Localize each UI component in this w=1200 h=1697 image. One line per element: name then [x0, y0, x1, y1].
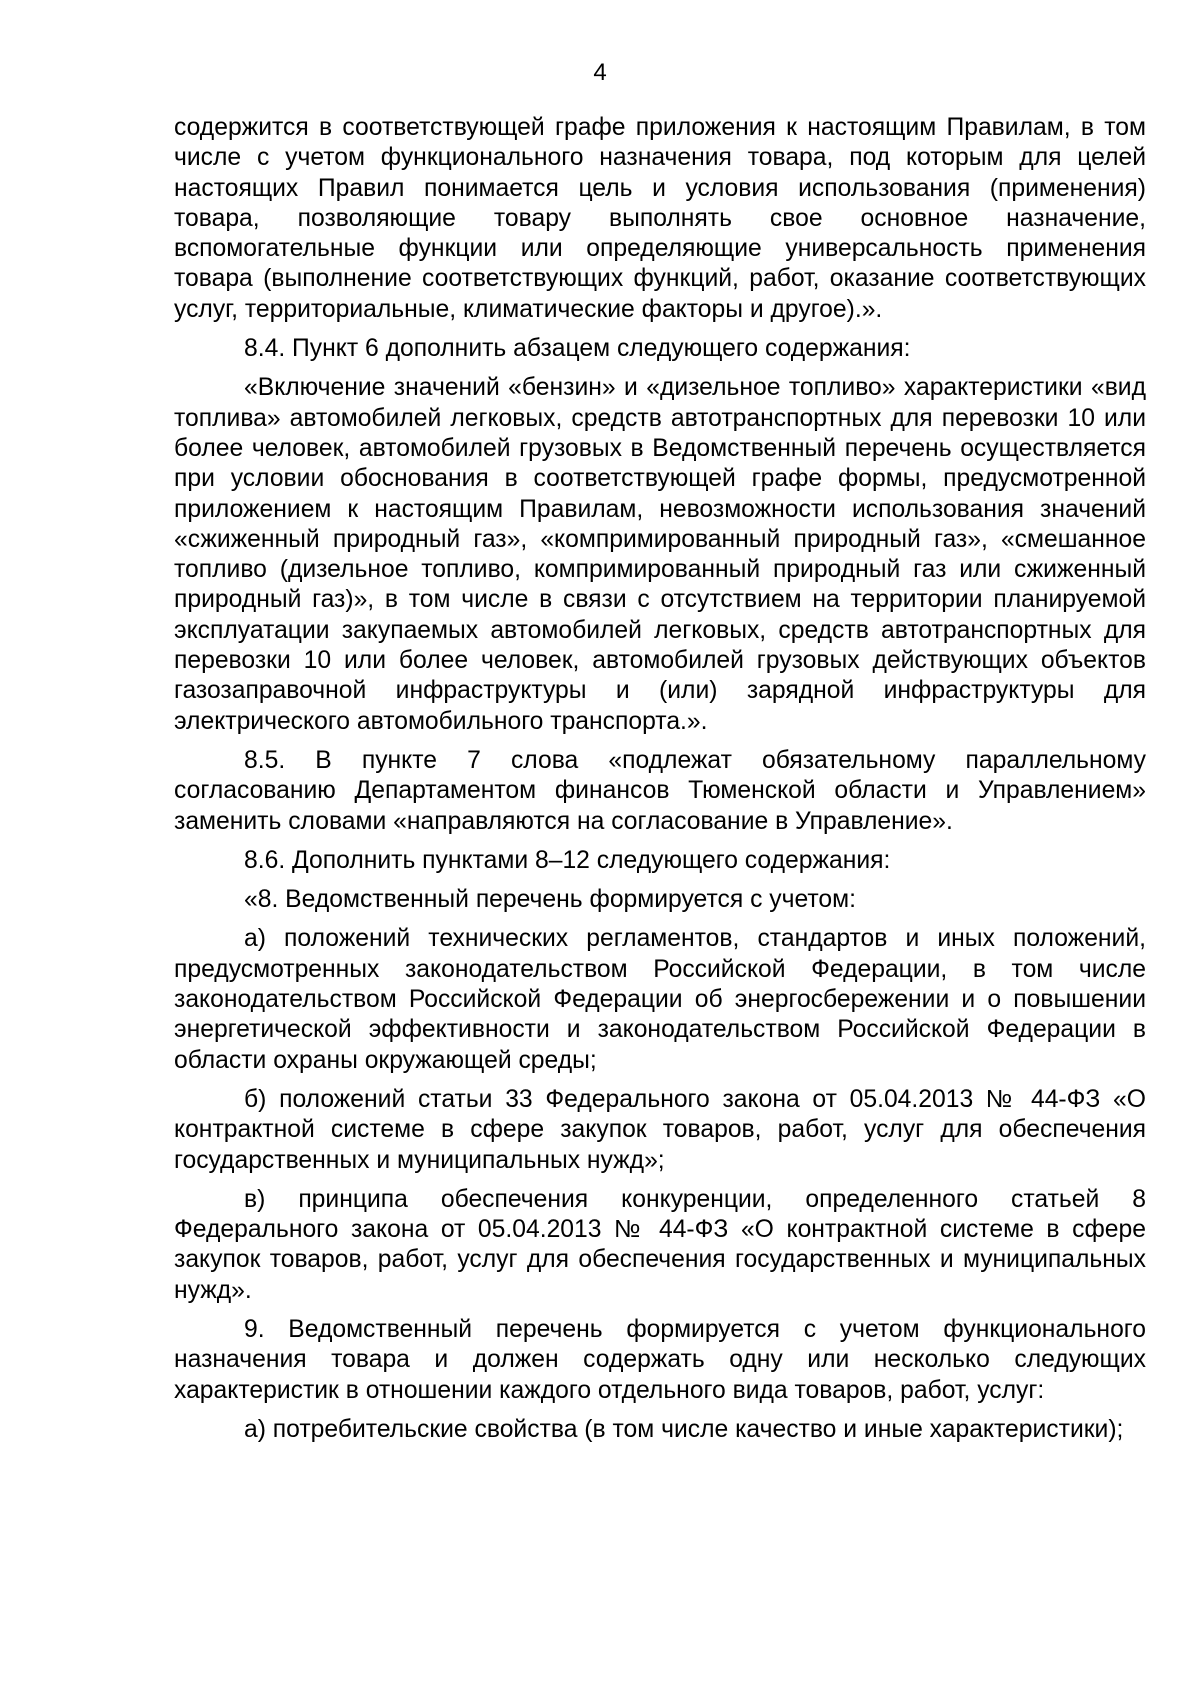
paragraph-8-4-quote: «Включение значений «бензин» и «дизельное топливо» характеристики «вид топлива» автомобилей легковых, средств автотранспортных для перевозки 10 или более человек, автомобилей грузовых в Ведомственный перечень осуществляется при условии обоснования в соответствующей графе формы, предусмотренной приложением к настоящим Правилам, невозможности использования значений «сжиженный природный газ», «компримированный природный газ», «смешанное топливо (дизельное топливо, компримированный природный газ или сжиженный природный газ)», в том числе в связи с отсутствием на территории планируемой эксплуатации закупаемых автомобилей легковых, средств автотранспортных для перевозки 10 или более человек, автомобилей грузовых действующих объектов газозаправочной инфраструктуры и (или) зарядной инфраструктуры для электрического автомобильного транспорта.». [174, 374, 1146, 735]
paragraph-8-6: 8.6. Дополнить пунктами 8–12 следующего содержания: [244, 846, 891, 874]
paragraph-point-8: «8. Ведомственный перечень формируется с учетом: [244, 886, 856, 914]
document-body [174, 113, 1146, 1454]
paragraph-point-8-v: в) принципа обеспечения конкуренции, определенного статьей 8 Федерального закона от 05.04.2013 № 44-ФЗ «О контрактной системе в сфере закупок товаров, работ, услуг для обеспечения государственных и муниципальных нужд». [174, 1185, 1146, 1304]
paragraph-8-4: 8.4. Пункт 6 дополнить абзацем следующего содержания: [244, 335, 911, 363]
paragraph-8-5: 8.5. В пункте 7 слова «подлежат обязательному параллельному согласованию Департаментом финансов Тюменской области и Управлением» заменить словами «направляются на согласование в Управление». [174, 746, 1146, 835]
paragraph-point-9: 9. Ведомственный перечень формируется с учетом функционального назначения товара и должен содержать одну или несколько следующих характеристик в отношении каждого отдельного вида товаров, работ, услуг: [174, 1315, 1146, 1404]
page-number: 4 [593, 59, 607, 86]
paragraph-point-8-b: б) положений статьи 33 Федерального закона от 05.04.2013 № 44-ФЗ «О контрактной системе в сфере закупок товаров, работ, услуг для обеспечения государственных и муниципальных нужд»; [174, 1085, 1146, 1174]
paragraph-continuation: содержится в соответствующей графе приложения к настоящим Правилам, в том числе с учетом функционального назначения товара, под которым для целей настоящих Правил понимается цель и условия использования (применения) товара, позволяющие товару выполнять свое основное назначение, вспомогательные функции или определяющие универсальность применения товара (выполнение соответствующих функций, работ, оказание соответствующих услуг, территориальные, климатические факторы и другое).». [174, 114, 1146, 323]
paragraph-point-9-a: а) потребительские свойства (в том числе качество и иные характеристики); [244, 1415, 1124, 1443]
paragraph-point-8-a: а) положений технических регламентов, стандартов и иных положений, предусмотренных законодательством Российской Федерации, в том числе законодательством Российской Федерации об энергосбережении и о повышении энергетической эффективности и законодательством Российской Федерации в области охраны окружающей среды; [174, 925, 1146, 1074]
